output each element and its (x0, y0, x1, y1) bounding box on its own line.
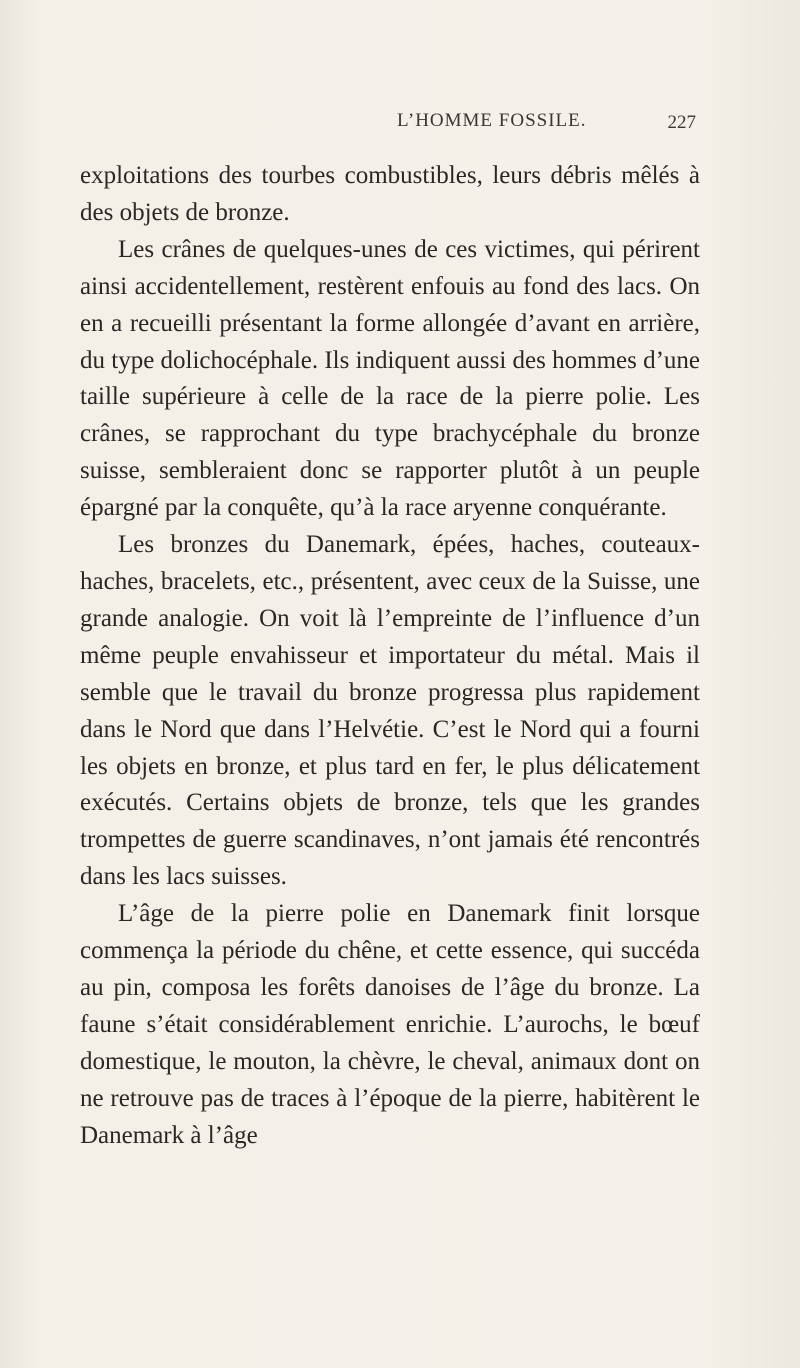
paragraph-bronzes: Les bronzes du Danemark, épées, haches, couteaux-haches, bracelets, etc., présentent, avec ceux de la Suisse, une grande analogie. On voit là l’empreinte de l’influence d’un même peuple envahisseur et importateur du métal. Mais il semble que le travail du bronze progressa plus rapidement dans le Nord que dans l’Helvétie. C’est le Nord qui a fourni les objets en bronze, et plus tard en fer, le plus délicatement exécutés. Certains objets de bronze, tels que les grandes trompettes de guerre scandinaves, n’ont jamais été rencontrés dans les lacs suisses. (80, 531, 700, 891)
running-head (80, 110, 800, 140)
paragraph-continuation: exploitations des tourbes combustibles, leurs débris mêlés à des objets de bronze. (80, 162, 700, 226)
running-title: L’HOMME FOSSILE. (397, 110, 587, 131)
paragraph-stone-age: L’âge de la pierre polie en Danemark finit lorsque commença la période du chêne, et cette essence, qui succéda au pin, composa les forêts danoises de l’âge du bronze. La faune s’était considérablement enrichie. L’aurochs, le bœuf domestique, le mouton, la chèvre, le cheval, animaux dont on ne retrouve pas de traces à l’époque de la pierre, habitèrent le Danemark à l’âge (80, 900, 700, 1149)
body-text (80, 158, 700, 1154)
page-number: 227 (667, 112, 696, 133)
paragraph-skulls: Les crânes de quelques-unes de ces victimes, qui périrent ainsi accidentellement, restèrent enfouis au fond des lacs. On en a recueilli présentant la forme allongée d’avant en arrière, du type dolichocéphale. Ils indiquent aussi des hommes d’une taille supérieure à celle de la race de la pierre polie. Les crânes, se rapprochant du type brachycéphale du bronze suisse, sembleraient donc se rapporter plutôt à un peuple épargné par la conquête, qu’à la race aryenne conquérante. (80, 235, 701, 522)
